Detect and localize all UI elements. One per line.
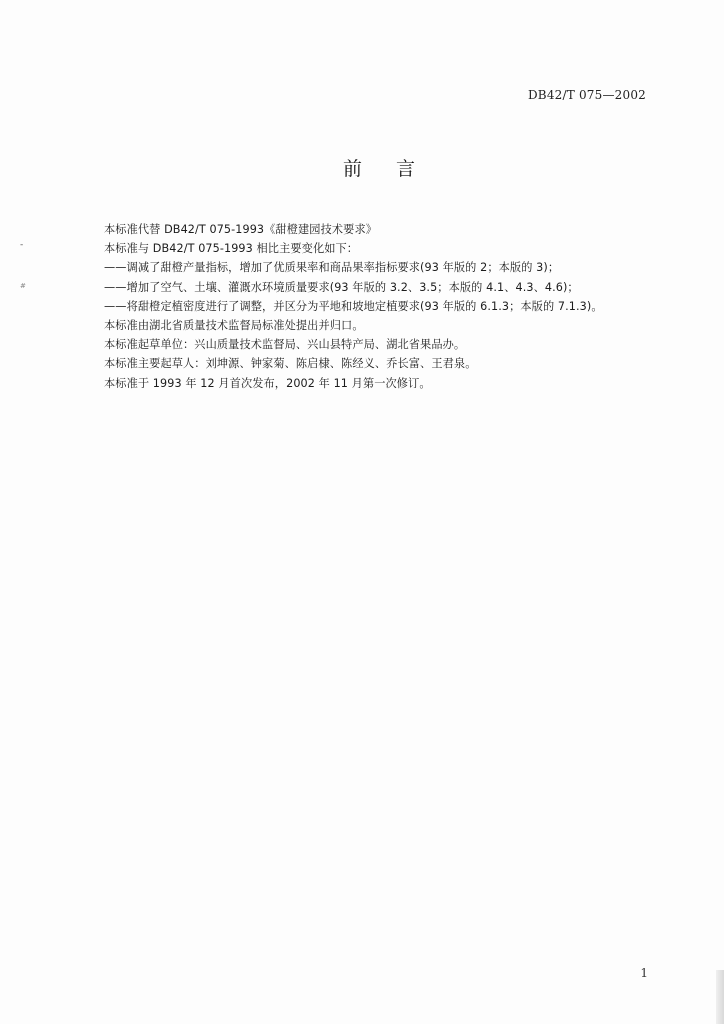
- margin-mark: #: [20, 282, 26, 290]
- list-item: ——将甜橙定植密度进行了调整，并区分为平地和坡地定植要求(93 年版的 6.1.3；本版的 7.1.3)。: [104, 299, 603, 313]
- list-item: ——调减了甜橙产量指标，增加了优质果率和商品果率指标要求(93 年版的 2；本版的 3)；: [104, 261, 560, 275]
- paragraph-line: 本标准与 DB42/T 075-1993 相比主要变化如下：: [104, 242, 359, 256]
- paragraph-line: 本标准由湖北省质量技术监督局标准处提出并归口。: [104, 319, 364, 333]
- paragraph-line: 本标准代替 DB42/T 075-1993《甜橙建园技术要求》: [104, 223, 378, 236]
- paragraph-line: 本标准起草单位：兴山质量技术监督局、兴山县特产局、湖北省果品办。: [104, 338, 466, 352]
- margin-mark: -: [20, 240, 24, 250]
- page-title: 前言: [342, 158, 449, 180]
- foreword-body: [104, 220, 664, 393]
- paragraph-line: 本标准主要起草人：刘坤源、钟家菊、陈启棣、陈经义、乔长富、王君泉。: [104, 357, 477, 371]
- page-number: 1: [640, 966, 648, 980]
- paragraph-line: 本标准于 1993 年 12 月首次发布，2002 年 11 月第一次修订。: [104, 376, 431, 390]
- document-code: DB42/T 075—2002: [527, 88, 646, 102]
- list-item: ——增加了空气、土壤、灌溉水环境质量要求(93 年版的 3.2、3.5；本版的 4.1、4.3、4.6)；: [104, 280, 579, 294]
- scan-edge: [716, 970, 724, 1024]
